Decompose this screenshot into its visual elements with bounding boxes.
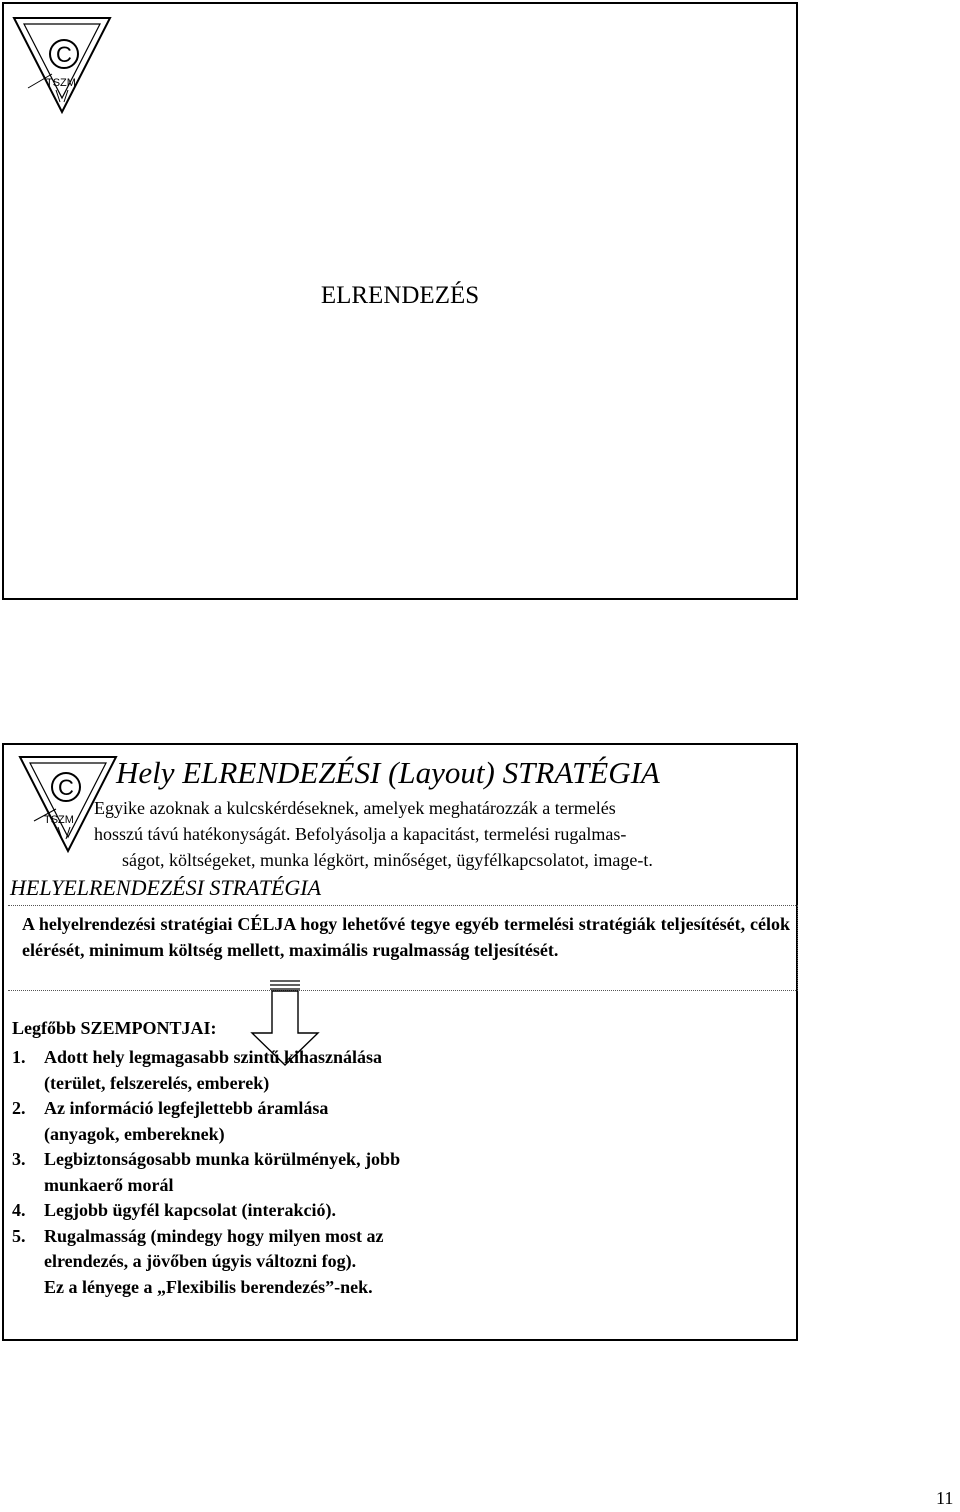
list-line: munkaerő morál: [44, 1174, 174, 1195]
list-line: Legbiztonságosabb munka körülmények, jobb: [44, 1149, 401, 1169]
goal-text: A helyelrendezési stratégiai CÉLJA hogy lehetővé tegye egyéb termelési stratégiák teljesítését, célok elérését, minimum költség mellett, maximális rugalmasság teljesítését.: [22, 914, 790, 960]
list-item: [12, 1147, 472, 1198]
list-item: [12, 1224, 472, 1275]
section-heading: HELYELRENDEZÉSI STRATÉGIA: [10, 875, 322, 900]
intro-paragraph: [94, 795, 784, 873]
criteria-list: [12, 1045, 472, 1300]
intro-line: Egyike azoknak a kulcskérdéseknek, amelyek meghatározzák a termelés: [94, 798, 616, 818]
list-line: (terület, felszerelés, emberek): [44, 1072, 270, 1093]
tszm-logo-icon: [12, 16, 112, 114]
list-number: 3.: [12, 1149, 26, 1169]
list-line: Rugalmasság (mindegy hogy milyen most az: [44, 1225, 384, 1246]
svg-text:C: C: [58, 775, 74, 800]
list-item: [12, 1096, 472, 1147]
intro-line: hosszú távú hatékonyságát. Befolyásolja a kapacitást, termelési rugalmas-: [94, 824, 627, 844]
svg-text:TSZM: TSZM: [44, 814, 74, 826]
intro-line: ságot, költségeket, munka légkört, minőséget, ügyfélkapcsolatot, image-t.: [122, 850, 653, 870]
slide-1-title: ELRENDEZÉS: [320, 282, 480, 309]
list-number: 2.: [12, 1098, 26, 1118]
list-line: (anyagok, embereknek): [44, 1123, 225, 1144]
list-item: [12, 1045, 472, 1096]
list-line: Legjobb ügyfél kapcsolat (interakció).: [44, 1200, 336, 1220]
list-line: Adott hely legmagasabb szintű kihasználása: [44, 1047, 383, 1067]
list-line: Az információ legfejlettebb áramlása: [44, 1098, 329, 1118]
criteria-label: Legfőbb SZEMPONTJAI:: [12, 1018, 217, 1038]
svg-text:TSZM: TSZM: [46, 77, 76, 89]
svg-text:C: C: [56, 42, 72, 67]
list-line: elrendezés, a jövőben úgyis változni fog).: [44, 1251, 357, 1271]
list-number: 4.: [12, 1200, 26, 1220]
list-item: [12, 1198, 472, 1224]
list-number: 5.: [12, 1225, 26, 1246]
closing-line: Ez a lényege a „Flexibilis berendezés”-nek.: [44, 1276, 373, 1297]
slide-2-title: Hely ELRENDEZÉSI (Layout) STRATÉGIA: [116, 755, 660, 790]
list-number: 1.: [12, 1047, 26, 1067]
slide-2: [2, 743, 798, 1341]
slide-1: [2, 2, 798, 600]
page-number: 11: [936, 1488, 954, 1508]
